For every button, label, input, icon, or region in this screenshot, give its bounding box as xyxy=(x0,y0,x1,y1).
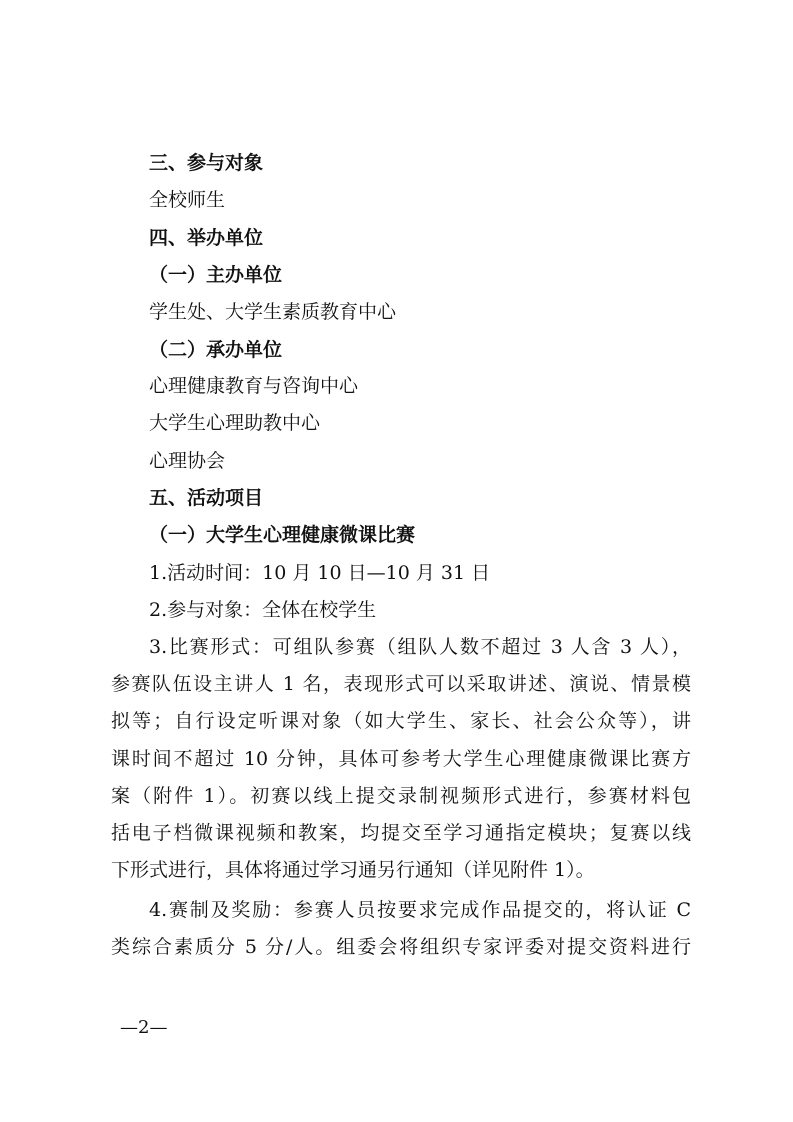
participants-text: 全校师生 xyxy=(149,189,226,211)
format-paragraph-line: 括电子档微课视频和教案，均提交至学习通指定模块；复赛以线 xyxy=(111,822,691,844)
awards-paragraph-line: 4.赛制及奖励：参赛人员按要求完成作品提交的，将认证 C xyxy=(149,899,691,921)
format-paragraph-line: 下形式进行，具体将通过学习通另行通知（详见附件 1）。 xyxy=(111,859,595,881)
host-text: 学生处、大学生素质教育中心 xyxy=(149,301,397,323)
co-host-item: 心理协会 xyxy=(149,450,226,472)
subheading-co-host: （二）承办单位 xyxy=(149,339,283,361)
co-host-item: 大学生心理助教中心 xyxy=(149,412,321,434)
section-heading-activities: 五、活动项目 xyxy=(149,487,264,509)
section-heading-organizers: 四、举办单位 xyxy=(149,227,264,249)
subheading-micro-course: （一）大学生心理健康微课比赛 xyxy=(149,524,416,546)
format-paragraph-line: 拟等；自行设定听课对象（如大学生、家长、社会公众等），讲 xyxy=(111,710,691,732)
page-number: —2— xyxy=(120,1017,168,1038)
subheading-host: （一）主办单位 xyxy=(149,264,283,286)
format-paragraph-line: 3.比赛形式：可组队参赛（组队人数不超过 3 人含 3 人）， xyxy=(149,636,691,658)
format-paragraph-line: 参赛队伍设主讲人 1 名，表现形式可以采取讲述、演说、情景模 xyxy=(111,673,691,695)
activity-time: 1.活动时间：10 月 10 日—10 月 31 日 xyxy=(149,562,491,584)
activity-participants: 2.参与对象：全体在校学生 xyxy=(149,599,377,621)
format-paragraph-line: 案（附件 1）。初赛以线上提交录制视频形式进行，参赛材料包 xyxy=(111,785,691,807)
co-host-item: 心理健康教育与咨询中心 xyxy=(149,375,359,397)
section-heading-participants: 三、参与对象 xyxy=(149,152,264,174)
awards-paragraph-line: 类综合素质分 5 分/人。组委会将组织专家评委对提交资料进行 xyxy=(111,936,691,958)
format-paragraph-line: 课时间不超过 10 分钟，具体可参考大学生心理健康微课比赛方 xyxy=(111,748,691,770)
